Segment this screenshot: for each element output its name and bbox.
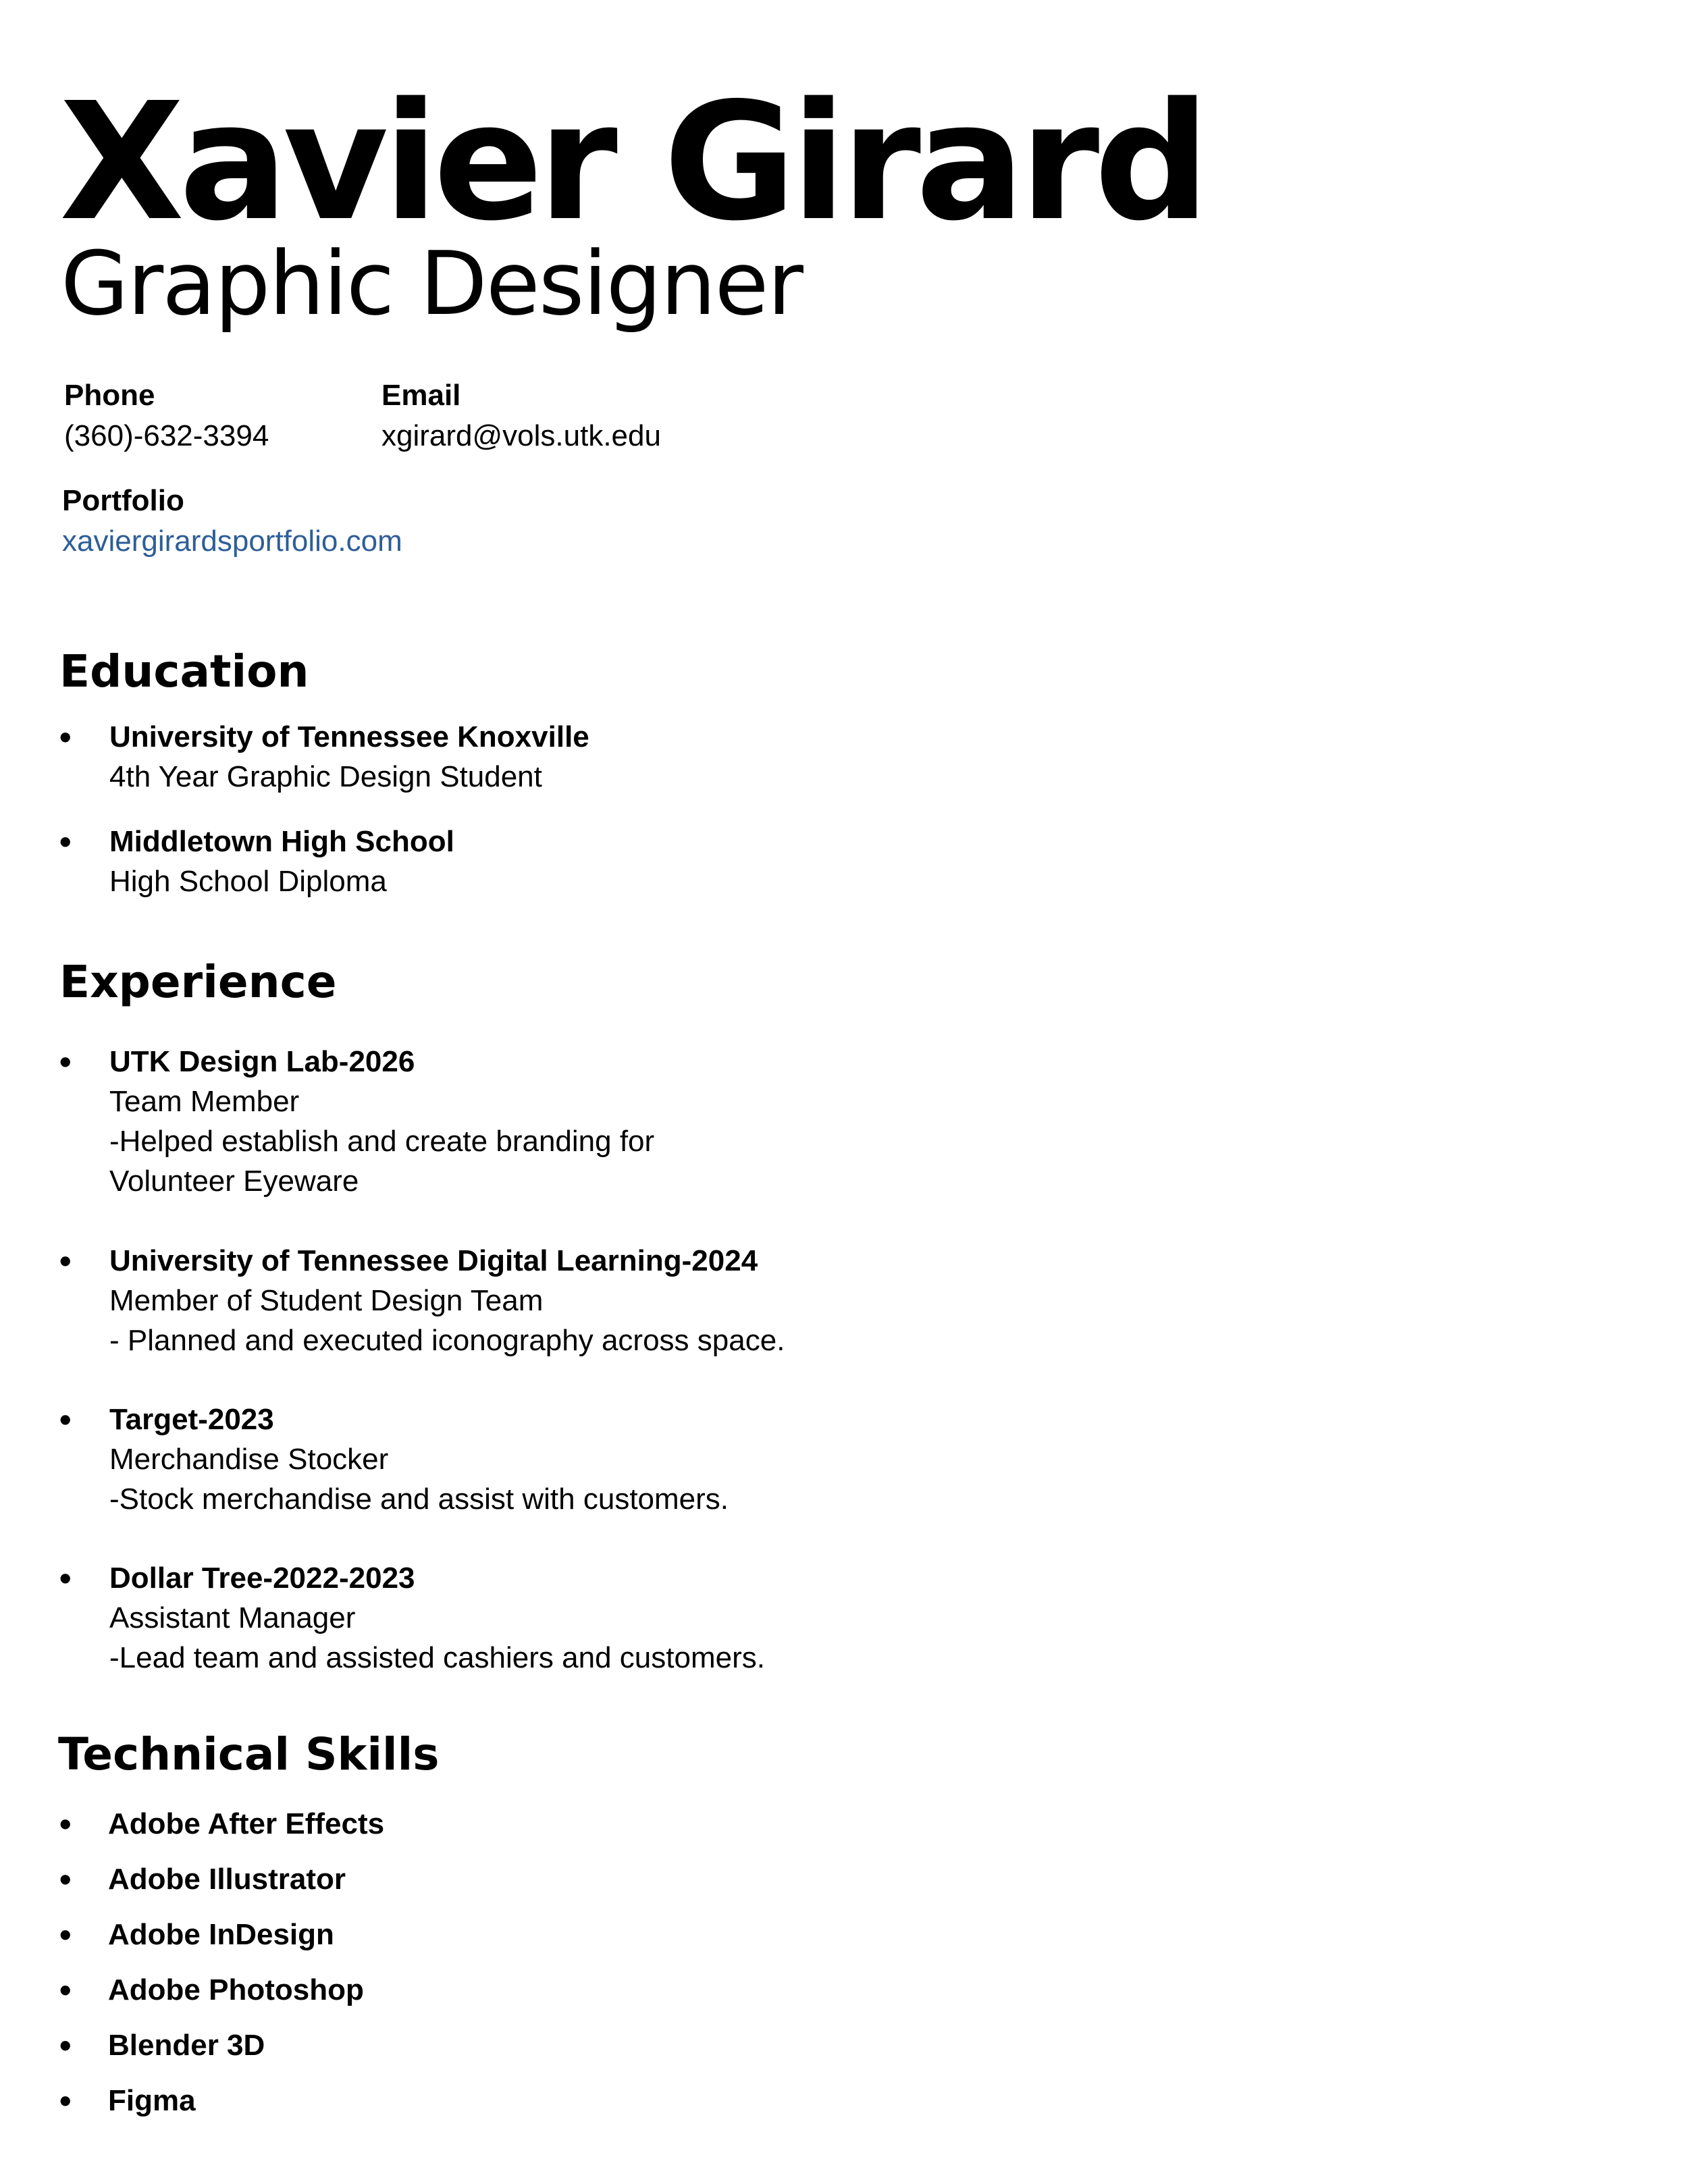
candidate-role: Graphic Designer bbox=[61, 232, 802, 335]
bullet-icon: • bbox=[59, 823, 72, 861]
education-school: Middletown High School bbox=[109, 825, 454, 858]
bullet-icon: • bbox=[59, 1805, 72, 1843]
bullet-icon: • bbox=[59, 1401, 72, 1439]
skill-label: Blender 3D bbox=[108, 2029, 265, 2062]
experience-description: - Planned and executed iconography across space. bbox=[109, 1324, 785, 1357]
skill-label: Adobe Photoshop bbox=[108, 1973, 364, 2006]
portfolio-link[interactable]: xaviergirardsportfolio.com bbox=[62, 525, 402, 558]
bullet-icon: • bbox=[59, 1971, 72, 2009]
skills-heading: Technical Skills bbox=[58, 1728, 440, 1780]
bullet-icon: • bbox=[59, 1916, 72, 1954]
experience-heading: Experience bbox=[59, 956, 337, 1008]
bullet-icon: • bbox=[59, 1043, 72, 1081]
experience-role: Merchandise Stocker bbox=[109, 1443, 389, 1476]
bullet-icon: • bbox=[59, 718, 72, 756]
experience-description: -Lead team and assisted cashiers and customers. bbox=[109, 1641, 765, 1674]
education-school: University of Tennessee Knoxville bbox=[109, 720, 589, 753]
phone-block bbox=[64, 375, 269, 456]
candidate-name: Xavier Girard bbox=[59, 68, 1205, 257]
experience-heading-text: Dollar Tree-2022-2023 bbox=[109, 1562, 415, 1595]
experience-role: Assistant Manager bbox=[109, 1601, 356, 1634]
experience-description: -Helped establish and create branding for bbox=[109, 1125, 655, 1158]
skill-label: Figma bbox=[108, 2084, 196, 2117]
email-value: xgirard@vols.utk.edu bbox=[381, 419, 661, 452]
experience-role: Team Member bbox=[109, 1085, 300, 1118]
experience-role: Member of Student Design Team bbox=[109, 1284, 544, 1317]
portfolio-block bbox=[62, 481, 402, 562]
experience-description: -Stock merchandise and assist with customers. bbox=[109, 1483, 729, 1516]
phone-label: Phone bbox=[64, 379, 155, 412]
education-heading: Education bbox=[59, 645, 309, 697]
experience-description: Volunteer Eyeware bbox=[109, 1165, 359, 1198]
experience-heading-text: Target-2023 bbox=[109, 1403, 274, 1436]
skill-label: Adobe Illustrator bbox=[108, 1863, 346, 1896]
bullet-icon: • bbox=[59, 1560, 72, 1597]
portfolio-label: Portfolio bbox=[62, 484, 184, 517]
bullet-icon: • bbox=[59, 2082, 72, 2120]
experience-heading-text: University of Tennessee Digital Learning-2024 bbox=[109, 1244, 758, 1277]
experience-heading-text: UTK Design Lab-2026 bbox=[109, 1045, 415, 1078]
bullet-icon: • bbox=[59, 2027, 72, 2065]
education-detail: High School Diploma bbox=[109, 865, 387, 898]
email-block bbox=[381, 375, 661, 456]
bullet-icon: • bbox=[59, 1242, 72, 1280]
skill-label: Adobe After Effects bbox=[108, 1807, 385, 1840]
bullet-icon: • bbox=[59, 1861, 72, 1898]
email-label: Email bbox=[381, 379, 461, 412]
phone-value: (360)-632-3394 bbox=[64, 419, 269, 452]
skill-label: Adobe InDesign bbox=[108, 1918, 334, 1951]
education-detail: 4th Year Graphic Design Student bbox=[109, 760, 542, 793]
